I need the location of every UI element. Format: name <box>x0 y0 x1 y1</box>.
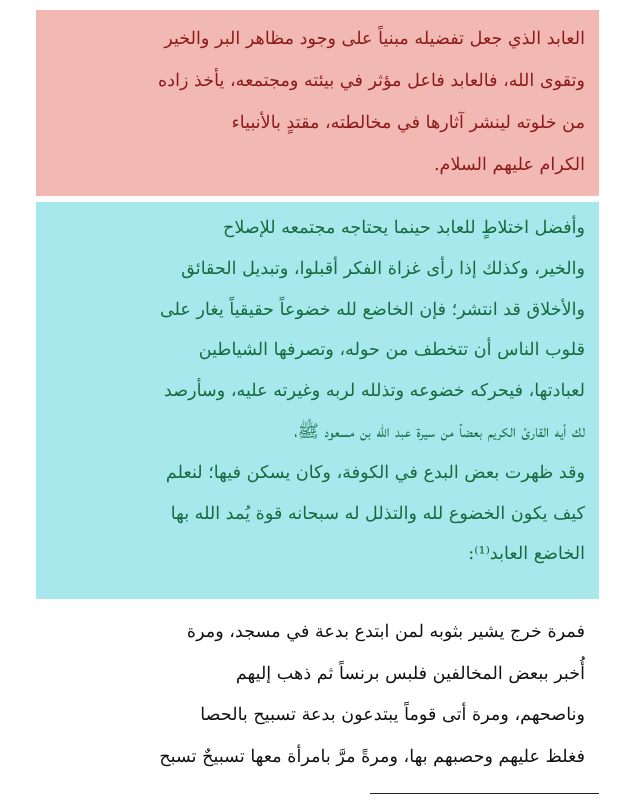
cyan-line-4: قلوب الناس أن تتخطف من حوله، وتصرفها الشياطين <box>198 340 585 361</box>
plain-line-4: فغلظ عليهم وحصبهم بها، ومرةً مرَّ بامرأة معها تسبيحٌ تسبح <box>159 746 585 767</box>
footnote-divider <box>370 793 599 794</box>
cyan-line-2: والخير، وكذلك إذا رأى غزاة الفكر أقبلوا، وتبديل الحقائق <box>181 258 585 279</box>
plain-text-block <box>36 610 599 780</box>
plain-line-2: أُخبر ببعض المخالفين فلبس برنساً ثم ذهب إليهم <box>235 663 585 684</box>
cyan-highlight-block <box>36 202 599 599</box>
cyan-line-8: كيف يكون الخضوع لله والتذلل له سبحانه قوة يُمد الله بها <box>170 503 585 524</box>
plain-line-1: فمرة خرج يشير بثوبه لمن ابتدع بدعة في مسجد، ومرة <box>186 622 585 642</box>
pink-line-4: الكرام عليهم السلام. <box>433 155 585 175</box>
cyan-line-5: لعبادتها، فيحركه خضوعه وتذلله لربه وغيرته عليه، وسأرصد <box>164 381 585 402</box>
pink-highlight-block <box>36 10 599 196</box>
pink-line-3: من خلوته لينشر آثارها في مخالطته، مقتدٍ بالأنبياء <box>231 113 585 133</box>
pink-line-1: العابد الذي جعل تفضيله مبنياً على وجود مظاهر البر والخير <box>164 29 585 49</box>
cyan-line-1: وأفضل اختلاطٍ للعابد حينما يحتاجه مجتمعه للإصلاح <box>222 218 585 238</box>
cyan-line-3: والأخلاق قد انتشر؛ فإن الخاضع لله خضوعاً حقيقياً يغار على <box>159 299 585 320</box>
cyan-line-7: وقد ظهرت بعض البدع في الكوفة، وكان يسكن فيها؛ لنعلم <box>165 462 585 483</box>
plain-line-3: وناصحهم، ومرة أتى قوماً يبتدعون بدعة تسبيح بالحصا <box>200 705 585 725</box>
cyan-line-6: لك أيه القارئ الكريم بعضاً من سيرة عبد الله بن مسعود ﷺ، <box>294 421 585 442</box>
cyan-line-9: الخاضع العابد⁽¹⁾: <box>468 544 585 565</box>
pink-line-2: وتقوى الله، فالعابد فاعل مؤثر في بيئته ومجتمعه، يأخذ زاده <box>158 71 585 91</box>
